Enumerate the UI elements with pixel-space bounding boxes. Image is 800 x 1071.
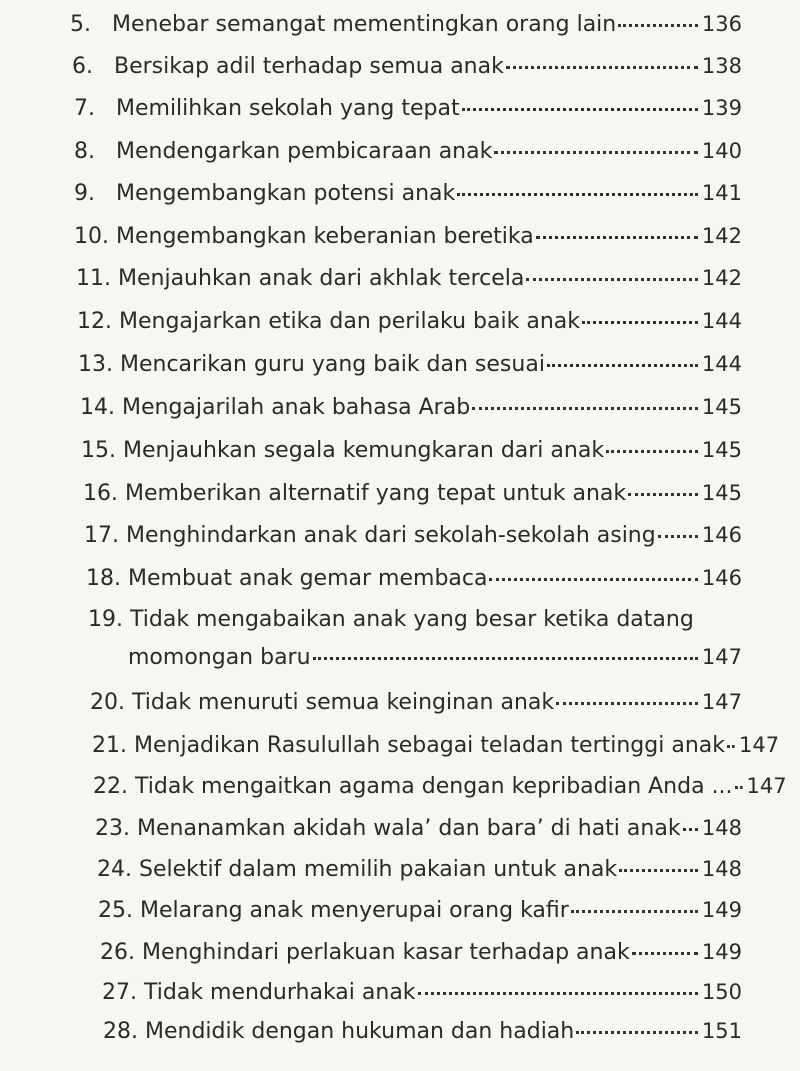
entry-number: 26. [100,940,135,965]
entry-title: Menjadikan Rasulullah sebagai teladan tertinggi anak [134,733,725,758]
entry-number: 12. [77,309,112,334]
entry-title: Menebar semangat mementingkan orang lain [112,12,617,37]
toc-entry [93,772,787,801]
entry-title: Mendidik dengan hukuman dan hadiah [145,1019,575,1044]
entry-page-number: 148 [701,816,742,840]
dot-leader [313,657,698,660]
toc-entry [74,179,742,208]
entry-page-number: 141 [701,181,742,205]
dot-leader [571,910,698,913]
toc-entry [74,222,742,251]
toc-entry [81,436,742,465]
entry-title: Tidak mengaitkan agama dengan kepribadian Anda ... [135,774,733,799]
dot-leader [457,193,698,196]
toc-entry [84,521,742,550]
entry-page-number: 138 [701,54,742,78]
entry-title: Memilihkan sekolah yang tepat [116,96,460,121]
toc-entry [76,264,742,293]
entry-page-number: 142 [701,224,742,248]
dot-leader [489,578,697,581]
entry-title: Menjauhkan anak dari akhlak tercela [118,266,525,291]
dot-leader [618,24,698,27]
entry-page-number: 145 [701,395,742,419]
toc-entry [98,896,742,925]
entry-number: 25. [98,898,133,923]
entry-number: 5. [70,12,91,37]
entry-title: Membuat anak gemar membaca [128,566,488,591]
entry-number: 15. [81,438,116,463]
dot-leader [547,364,698,367]
toc-entry [88,606,694,634]
dot-leader [506,66,698,69]
entry-page-number: 146 [701,523,742,547]
dot-leader [536,236,698,239]
entry-number: 28. [103,1019,138,1044]
entry-page-number: 147 [746,774,787,798]
entry-number: 27. [102,980,137,1005]
entry-page-number: 147 [739,733,780,757]
entry-number: 24. [97,857,132,882]
entry-title: Tidak mengabaikan anak yang besar ketika datang [130,607,694,632]
entry-title: Mendengarkan pembicaraan anak [116,139,493,164]
entry-number: 17. [84,523,119,548]
entry-number: 20. [90,690,125,715]
entry-page-number: 147 [701,645,742,669]
entry-title: Menanamkan akidah wala’ dan bara’ di hati anak [137,816,681,841]
entry-number: 11. [76,266,111,291]
toc-entry [80,393,742,422]
entry-title: Tidak mendurhakai anak [144,980,416,1005]
dot-leader [619,869,698,872]
entry-number: 22. [93,774,128,799]
entry-title: Mengembangkan keberanian beretika [116,224,534,249]
dot-leader [556,702,698,705]
entry-number: 16. [83,481,118,506]
dot-leader [526,278,698,281]
dot-leader [494,151,698,154]
entry-page-number: 142 [701,266,742,290]
toc-entry [72,52,742,81]
entry-page-number: 140 [701,139,742,163]
entry-number: 7. [74,96,95,121]
toc-entry [92,731,780,760]
entry-title: Selektif dalam memilih pakaian untuk anak [139,857,618,882]
toc-entry [86,564,742,593]
dot-leader [727,745,735,748]
entry-title: Menghindari perlakuan kasar terhadap anak [142,940,630,965]
dot-leader [606,450,698,453]
toc-entry [78,350,742,379]
toc-entry [74,137,742,166]
entry-title: Mengajarilah anak bahasa Arab [122,395,471,420]
entry-page-number: 151 [701,1019,742,1043]
entry-page-number: 149 [701,940,742,964]
entry-title: Tidak menuruti semua keinginan anak [132,690,555,715]
entry-number: 21. [92,733,127,758]
toc-entry [74,94,742,123]
entry-title: Mengajarkan etika dan perilaku baik anak [119,309,580,334]
dot-leader [582,321,698,324]
entry-number: 10. [74,224,109,249]
entry-page-number: 150 [701,980,742,1004]
entry-number: 23. [95,816,130,841]
toc-entry [70,10,742,39]
dot-leader [632,952,698,955]
dot-leader [735,786,743,789]
entry-page-number: 148 [701,857,742,881]
entry-number: 19. [88,607,123,632]
toc-entry [102,978,742,1007]
entry-title: Mencarikan guru yang baik dan sesuai [120,352,545,377]
entry-page-number: 145 [701,438,742,462]
entry-number: 14. [80,395,115,420]
toc-entry [97,855,742,884]
toc-entry [83,479,742,508]
entry-title: Melarang anak menyerupai orang kafir [140,898,569,923]
entry-number: 13. [78,352,113,377]
entry-page-number: 149 [701,898,742,922]
toc-entry-continuation [128,643,742,672]
entry-title: Mengembangkan potensi anak [116,181,456,206]
entry-number: 8. [74,139,95,164]
toc-entry [103,1017,742,1046]
entry-title: Bersikap adil terhadap semua anak [114,54,504,79]
dot-leader [628,493,698,496]
entry-number: 9. [74,181,95,206]
toc-entry [90,688,742,717]
entry-page-number: 144 [701,309,742,333]
dot-leader [683,828,698,831]
entry-number: 18. [86,566,121,591]
dot-leader [418,992,698,995]
toc-entry [95,814,742,843]
entry-number: 6. [72,54,93,79]
dot-leader [472,407,698,410]
dot-leader [658,535,698,538]
dot-leader [576,1031,698,1034]
entry-title: Menjauhkan segala kemungkaran dari anak [123,438,605,463]
entry-page-number: 136 [701,12,742,36]
entry-title: Memberikan alternatif yang tepat untuk anak [125,481,627,506]
toc-entry [77,307,742,336]
toc-entry [100,938,742,967]
entry-page-number: 146 [701,566,742,590]
entry-page-number: 147 [701,690,742,714]
entry-title: Menghindarkan anak dari sekolah-sekolah asing [126,523,656,548]
entry-page-number: 145 [701,481,742,505]
entry-title-continued: momongan baru [128,645,311,670]
entry-page-number: 139 [701,96,742,120]
entry-page-number: 144 [701,352,742,376]
dot-leader [462,108,698,111]
